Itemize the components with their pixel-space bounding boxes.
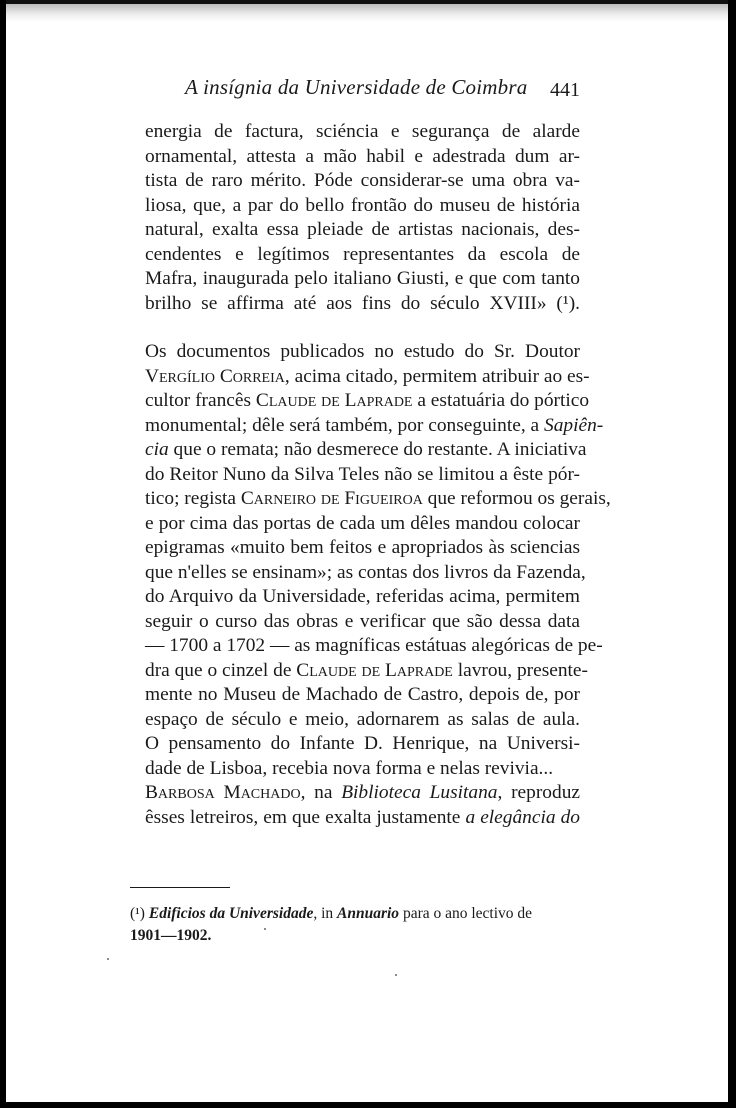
footnote xyxy=(130,903,570,947)
text-line xyxy=(145,659,588,684)
text-line: seguir o curso das obras e verificar que são dessa data xyxy=(145,610,580,632)
text-run: , in xyxy=(313,905,338,922)
text-line: cendentes e legítimos representantes da escola de xyxy=(145,243,580,265)
scan-speck xyxy=(107,958,109,960)
text-line: que n'elles se ensinam»; as contas dos livros da Fazenda, xyxy=(145,561,586,583)
text-line: do Reitor Nuno da Silva Teles não se limitou a êste pór- xyxy=(145,463,580,485)
paragraph-2 xyxy=(145,340,611,732)
page-header xyxy=(145,75,580,103)
text-line: epigramas «muito bem feitos e apropriados às sciencias xyxy=(145,537,580,558)
paragraph-3 xyxy=(145,732,580,781)
text-line: natural, exalta essa pleiade de artistas nacionais, des- xyxy=(145,219,580,240)
text-line: O pensamento do Infante D. Henrique, na Universi- xyxy=(145,733,580,754)
footnote-source: Annuario xyxy=(337,905,400,922)
text-line: mente no Museu de Machado de Castro, depois de, por xyxy=(145,684,580,705)
text-run: , reproduz xyxy=(497,782,580,803)
text-line: tista de raro mérito. Póde considerar-se uma obra va- xyxy=(145,170,580,191)
text-run: para o ano lectivo de xyxy=(399,905,533,922)
text-line: dade de Lisboa, recebia nova forma e nelas revivia... xyxy=(145,757,554,779)
footnote-marker: (¹) xyxy=(130,905,145,922)
text-line xyxy=(145,487,611,512)
text-line: brilho se affirma até aos fins do século XVIII» (¹). xyxy=(145,292,580,314)
text-line: liosa, que, a par do bello frontão do museu de história xyxy=(145,194,580,216)
text-run: , acima citado, permitem atribuir ao es- xyxy=(284,365,590,387)
author-name: Carneiro de Figueiroa xyxy=(240,488,423,509)
paragraph-4 xyxy=(145,781,580,830)
scan-border-right xyxy=(728,0,736,1108)
author-name: Claude de Laprade xyxy=(296,659,453,681)
text-line xyxy=(145,414,604,439)
text-run: Os documentos publicados no estudo do Sr. Doutor xyxy=(145,341,580,362)
scan-speck xyxy=(395,974,397,976)
text-run: cultor francês xyxy=(145,390,256,411)
scan-border-bottom xyxy=(0,1102,736,1108)
text-run: tico; regista xyxy=(145,488,241,509)
footnote-line xyxy=(130,903,570,925)
text-line xyxy=(145,389,590,414)
text-line: espaço de século e meio, adornarem as salas de aula. xyxy=(145,708,580,730)
author-name: Vergílio Correia xyxy=(145,365,285,387)
text-run: , na xyxy=(300,782,342,803)
text-run: lavrou, presente- xyxy=(452,659,588,681)
text-line xyxy=(145,781,580,806)
text-line xyxy=(145,806,580,831)
text-line xyxy=(145,340,580,365)
running-title: A insígnia da Universidade de Coimbra xyxy=(185,75,528,99)
text-line: — 1700 a 1702 — as magníficas estátuas alegóricas de pe- xyxy=(145,635,603,656)
text-line: do Arquivo da Universidade, referidas acima, permitem xyxy=(145,586,580,607)
footnote-rule xyxy=(130,887,230,888)
italic-term: a elegância do xyxy=(465,806,580,828)
text-line: energia de factura, sciéncia e segurança de alarde xyxy=(145,121,580,142)
page-number: 441 xyxy=(550,79,580,101)
paragraph-1 xyxy=(145,120,580,316)
scan-shadow xyxy=(6,4,728,22)
footnote-years: 1901—1902. xyxy=(130,927,212,944)
text-run: a estatuária do pórtico xyxy=(412,390,590,411)
text-line: Mafra, inaugurada pelo italiano Giusti, e que com tanto xyxy=(145,268,580,289)
author-name: Claude de Laprade xyxy=(255,390,413,411)
text-run: monumental; dêle será também, por conseguinte, a xyxy=(145,414,544,436)
scan-speck xyxy=(264,928,266,930)
author-name: Barbosa Machado xyxy=(145,782,301,803)
paragraph-gap xyxy=(145,316,580,340)
text-line: e por cima das portas de cada um dêles mandou colocar xyxy=(145,512,580,534)
italic-term: Sapiên- xyxy=(544,414,604,436)
text-run: que reformou os gerais, xyxy=(422,488,611,509)
footnote-title: Edificios da Universidade xyxy=(148,905,314,922)
scan-border-left xyxy=(0,0,6,1108)
body-text xyxy=(145,120,611,830)
text-run: que o remata; não desmerece do restante. A iniciativa xyxy=(168,439,587,460)
book-title: Biblioteca Lusitana xyxy=(341,782,498,803)
text-line: ornamental, attesta a mão habil e adestrada dum ar- xyxy=(145,145,580,167)
text-line xyxy=(145,365,590,390)
italic-term: cia xyxy=(145,439,169,460)
text-run: dra que o cinzel de xyxy=(145,659,297,681)
text-line xyxy=(145,438,587,463)
text-run: êsses letreiros, em que exalta justamente xyxy=(145,806,466,828)
